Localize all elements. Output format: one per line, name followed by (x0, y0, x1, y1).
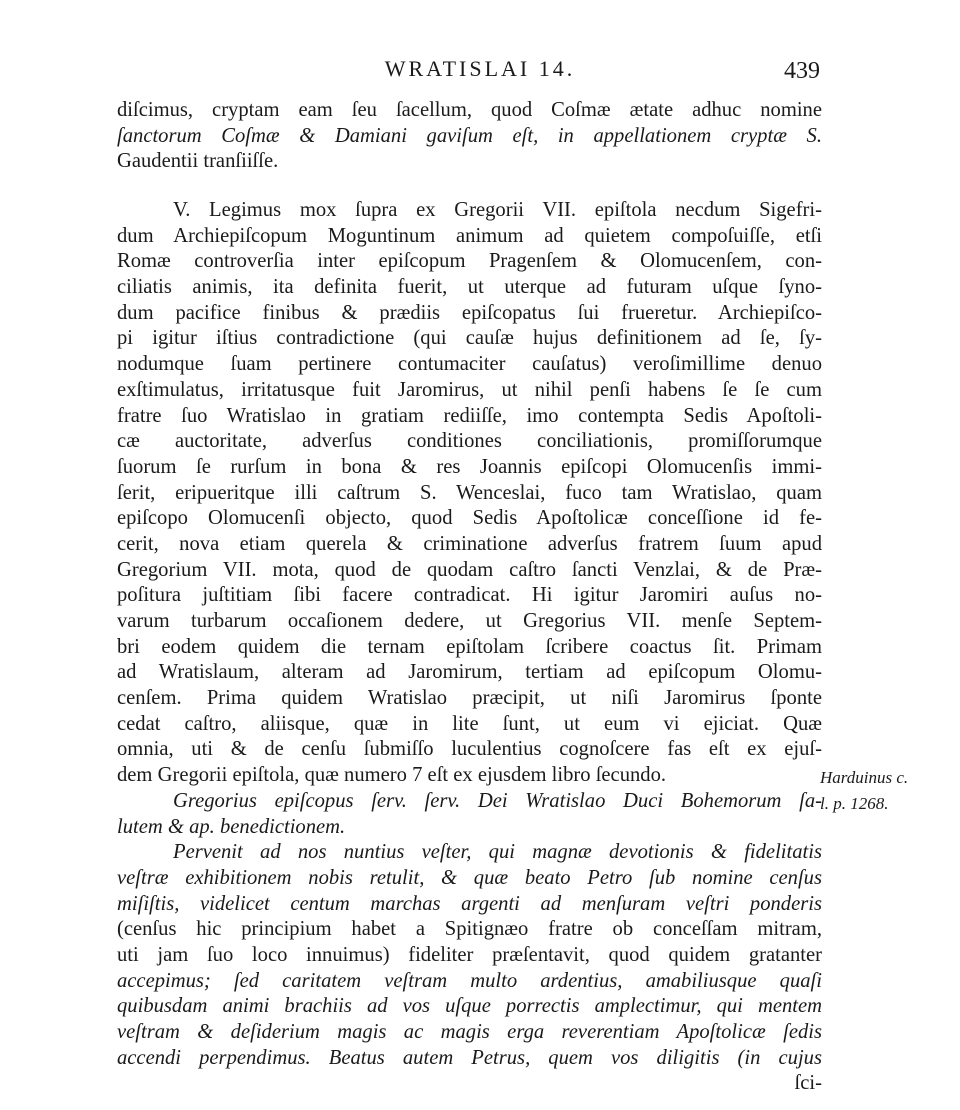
text-line: dum pacifice finibus & prædiis epiſcopatus ſui frueretur. Archiepiſco- (117, 301, 822, 324)
paragraph-2 (117, 198, 822, 1097)
text-line: ad Wratislaum, alteram ad Jaromirum, tertiam ad epiſcopum Olomu- (117, 661, 822, 684)
paragraph-1 (117, 98, 822, 175)
text-line: quibusdam animi brachiis ad vos uſque porrectis amplectimur, qui mentem (117, 995, 822, 1018)
text-line: cerit, nova etiam querela & criminatione adverſus fratrem ſuum apud (117, 532, 822, 555)
text-line: lutem & ap. benedictionem. (117, 815, 346, 838)
text-line: V. Legimus mox ſupra ex Gregorii VII. epiſtola necdum Sigefri- (173, 199, 822, 221)
text-line: ſuorum ſe rurſum in bona & res Joannis epiſcopi Olomucenſis immi- (117, 455, 822, 478)
text-line: (cenſus hic principium habet a Spitignæo fratre ob conceſſam mitram, (117, 918, 822, 941)
text-line: Gregorium VII. mota, quod de quodam caſtro ſancti Venzlai, & de Præ- (117, 558, 822, 581)
text-line: veſtram & deſiderium magis ac magis erga reverentiam Apoſtolicæ ſedis (117, 1021, 822, 1043)
text-line: nodumque ſuam pertinere contumaciter cauſatus) veroſimillime denuo (117, 353, 822, 376)
text-line: accepimus; ſed caritatem veſtram multo ardentius, amabiliusque quaſi (117, 969, 822, 992)
text-line: poſitura juſtitiam ſibi facere contradicat. Hi igitur Jaromiri auſus no- (117, 584, 822, 607)
text-line: dem Gregorii epiſtola, quæ numero 7 eſt ex ejusdem libro ſecundo. (117, 764, 667, 787)
text-line: cenſem. Prima quidem Wratislao præcipit, ut niſi Jaromirus ſponte (117, 687, 822, 710)
text-line: ſci- (794, 1072, 822, 1095)
text-line: Gregorius epiſcopus ſerv. ſerv. Dei Wratislao Duci Bohemorum ſa- (173, 789, 822, 812)
text-line: ſanctorum Coſmæ & Damiani gaviſum eſt, in appellationem cryptæ S. (117, 124, 822, 147)
text-line: uti jam ſuo loco innuimus) fideliter præſentavit, quod quidem gratanter (117, 943, 822, 966)
text-line: varum turbarum occaſionem dedere, ut Gregorius VII. menſe Septem- (117, 610, 822, 632)
text-line: exſtimulatus, irritatusque fuit Jaromirus, ut nihil penſi habens ſe ſe cum (117, 378, 822, 401)
text-line: epiſcopo Olomucenſi objecto, quod Sedis Apoſtolicæ conceſſione id fe- (117, 507, 822, 530)
marginal-reference-line-2: l. p. 1268. (820, 793, 889, 813)
text-line: bri eodem quidem die ternam epiſtolam ſcribere coactus ſit. Primam (117, 635, 822, 658)
marginal-reference (820, 765, 950, 816)
text-line: Romæ controverſia inter epiſcopum Pragenſem & Olomucenſem, con- (117, 250, 822, 273)
text-line: dum Archiepiſcopum Moguntinum animum ad quietem compoſuiſſe, etſi (117, 224, 822, 247)
text-line: ſerit, eripueritque illi caſtrum S. Wenceslai, fuco tam Wratislao, quam (117, 481, 822, 504)
text-line: fratre ſuo Wratislao in gratiam rediiſſe, imo contempta Sedis Apoſtoli- (117, 404, 822, 427)
text-line: Pervenit ad nos nuntius veſter, qui magnæ devotionis & fidelitatis (173, 841, 822, 864)
text-line: miſiſtis, videlicet centum marchas argenti ad menſuram veſtri ponderis (117, 892, 822, 915)
text-line: cedat caſtro, aliisque, quæ in lite ſunt, ut eum vi ejiciat. Quæ (117, 712, 822, 735)
text-line: ciliatis animis, ita definita fuerit, ut uterque ad futuram uſque ſyno- (117, 276, 822, 299)
text-line: Gaudentii tranſiiſſe. (117, 150, 279, 173)
page-number: 439 (784, 58, 820, 84)
text-line: diſcimus, cryptam eam ſeu ſacellum, quod Coſmæ ætate adhuc nomine (117, 99, 822, 121)
text-line: accendi perpendimus. Beatus autem Petrus, quem vos diligitis (in cujus (117, 1046, 822, 1069)
text-line: omnia, uti & de cenſu ſubmiſſo luculentius cognoſcere fas eſt ex ejuſ- (117, 738, 822, 761)
text-line: cæ auctoritate, adverſus conditiones conciliationis, promiſſorumque (117, 430, 822, 453)
text-line: veſtræ exhibitionem nobis retulit, & quæ beato Petro ſub nomine cenſus (117, 866, 822, 889)
marginal-reference-line-1: Harduinus c. (820, 768, 909, 787)
text-line: pi igitur iſtius contradictione (qui cauſæ hujus definitionem ad ſe, ſy- (117, 327, 822, 350)
running-head: WRATISLAI 14. (384, 56, 576, 81)
